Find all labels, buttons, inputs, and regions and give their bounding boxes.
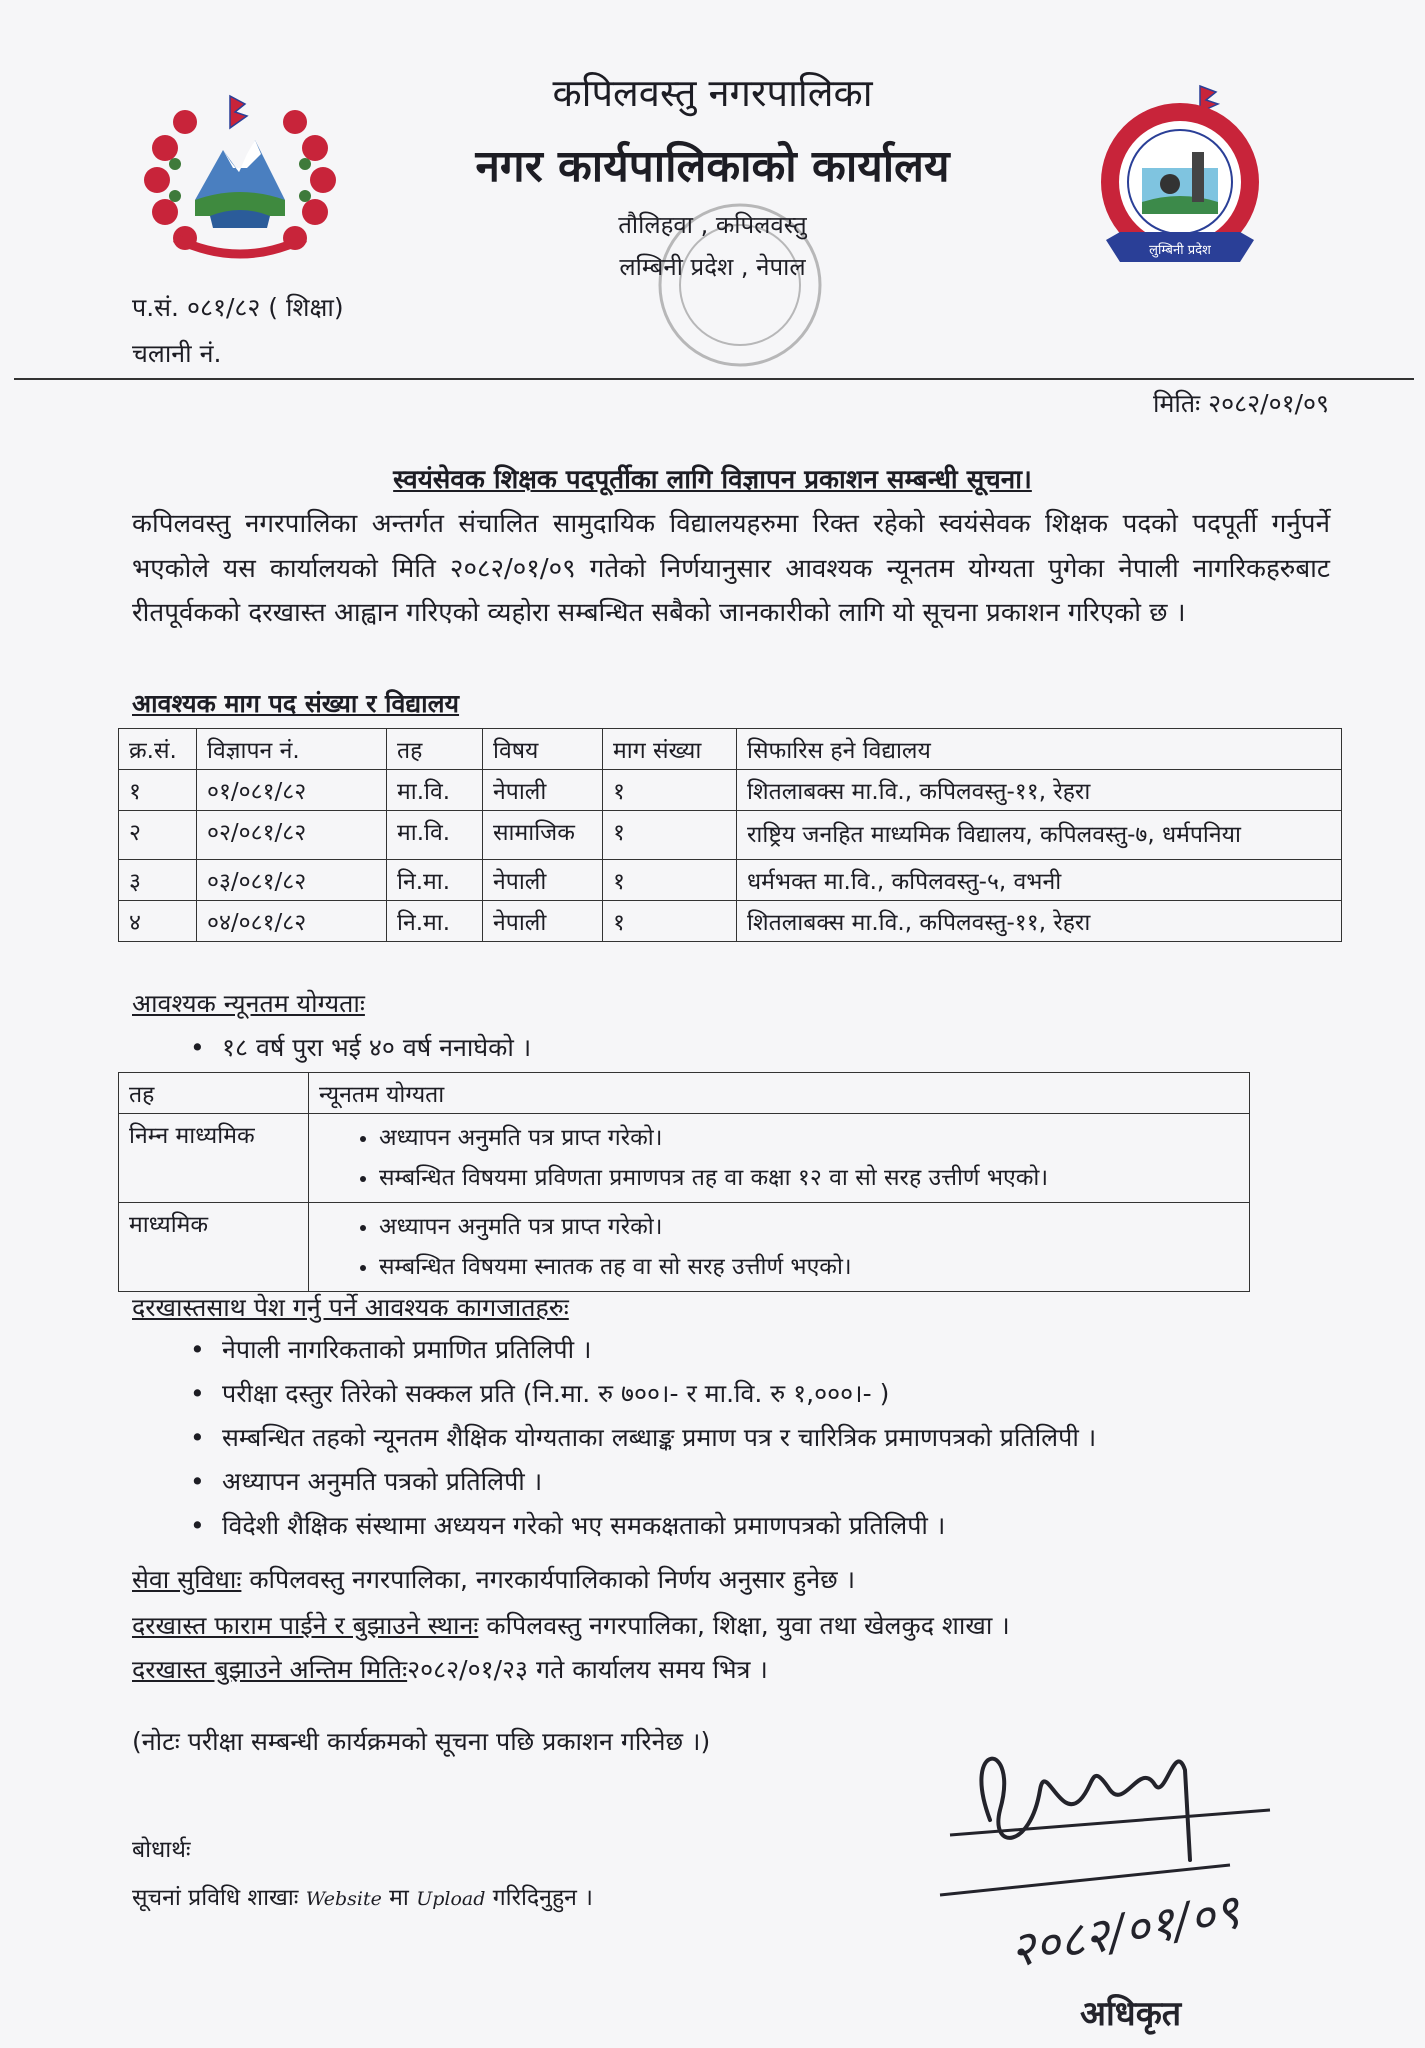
it-website: Website [305, 1888, 382, 1910]
table-row [119, 1203, 1250, 1292]
cell-demand: १ [603, 901, 737, 942]
col-level: तह [387, 729, 483, 770]
service-label: सेवा सुविधाः [132, 1565, 242, 1594]
qualification-heading: आवश्यक न्यूनतम योग्यताः [132, 989, 365, 1018]
notice-subject: स्वयंसेवक शिक्षक पदपूर्तीका लागि विज्ञापन प्रकाशन सम्बन्धी सूचना। [393, 465, 1032, 495]
table-row [119, 1114, 1250, 1203]
cell-school: शितलाबक्स मा.वि., कपिलवस्तु-११, रेहरा [737, 901, 1342, 942]
list-item: • अध्यापन अनुमति पत्र प्राप्त गरेको। [379, 1207, 1239, 1247]
signature-title: अधिकृत [1080, 1994, 1182, 2034]
service-line [132, 1562, 855, 1596]
age-requirement [190, 1026, 531, 1070]
col-level: तह [119, 1073, 309, 1114]
list-item: • सम्बन्धित विषयमा प्रविणता प्रमाणपत्र तह वा कक्षा १२ वा सो सरह उत्तीर्ण भएको। [379, 1158, 1239, 1198]
notice-date: मितिः २०८२/०१/०९ [1153, 389, 1329, 418]
office-name: नगर कार्यपालिकाको कार्यालय [475, 141, 950, 192]
cell-sn: ३ [119, 860, 197, 901]
place-text: कपिलवस्तु नगरपालिका, शिक्षा, युवा तथा खेलकुद शाखा । [478, 1611, 1010, 1640]
place-label: दरखास्त फाराम पाईने र बुझाउने स्थानः [132, 1611, 479, 1640]
cell-sn: ४ [119, 901, 197, 942]
col-demand: माग संख्या [603, 729, 737, 770]
deadline-text: २०८२/०१/२३ गते कार्यालय समय भित्र । [407, 1655, 768, 1684]
col-sn: क्र.सं. [119, 729, 197, 770]
col-subject: विषय [483, 729, 603, 770]
cell-subject: नेपाली [483, 901, 603, 942]
col-ad-no: विज्ञापन नं. [197, 729, 387, 770]
table-row [119, 901, 1342, 942]
it-section-line [132, 1880, 593, 1912]
cell-level: नि.मा. [387, 860, 483, 901]
cell-school: शितलाबक्स मा.वि., कपिलवस्तु-११, रेहरा [737, 770, 1342, 811]
cell-level: मा.वि. [387, 811, 483, 860]
list-item: • परीक्षा दस्तुर तिरेको सक्कल प्रति (नि.मा. रु ७००।- र मा.वि. रु १,०००।- ) [190, 1372, 1096, 1416]
cell-demand: १ [603, 860, 737, 901]
it-upload: Upload [416, 1888, 486, 1910]
cell-ad-no: ०२/०८१/८२ [197, 811, 387, 860]
table-row [119, 811, 1342, 860]
address-line-1: तौलिहवा , कपिलवस्तु [618, 211, 807, 239]
list-item: • अध्यापन अनुमति पत्र प्राप्त गरेको। [379, 1118, 1239, 1158]
cell-school: राष्ट्रिय जनहित माध्यमिक विद्यालय, कपिलवस्तु-७, धर्मपनिया [737, 811, 1342, 860]
table-header-row [119, 729, 1342, 770]
col-school: सिफारिस हने विद्यालय [737, 729, 1342, 770]
cell-demand: १ [603, 770, 737, 811]
list-item: • सम्बन्धित तहको न्यूनतम शैक्षिक योग्यताका लब्धाङ्क प्रमाण पत्र र चारित्रिक प्रमाणपत्रको प्रतिलिपी । [190, 1416, 1096, 1460]
cell-level: नि.मा. [387, 901, 483, 942]
note-text: (नोटः परीक्षा सम्बन्धी कार्यक्रमको सूचना पछि प्रकाशन गरिनेछ ।) [132, 1727, 711, 1756]
cell-subject: नेपाली [483, 860, 603, 901]
reference-number: प.सं. ०८१/८२ ( शिक्षा) [132, 293, 344, 322]
table-header-row [119, 1073, 1250, 1114]
cell-qualification [309, 1114, 1250, 1203]
address-line-2: लम्बिनी प्रदेश , नेपाल [619, 253, 806, 281]
bodharth-label: बोधार्थः [132, 1837, 191, 1863]
it-suffix: गरिदिनुहुन । [485, 1885, 593, 1911]
cell-sn: २ [119, 811, 197, 860]
cell-ad-no: ०३/०८१/८२ [197, 860, 387, 901]
table-row [119, 770, 1342, 811]
cell-qualification [309, 1203, 1250, 1292]
list-item: • नेपाली नागरिकताको प्रमाणित प्रतिलिपी । [190, 1328, 1096, 1372]
deadline-line [132, 1652, 768, 1686]
signature-icon [930, 1700, 1290, 2040]
documents-heading: दरखास्तसाथ पेश गर्नु पर्ने आवश्यक कागजातहरुः [132, 1293, 569, 1322]
list-item: • सम्बन्धित विषयमा स्नातक तह वा सो सरह उत्तीर्ण भएको। [379, 1247, 1239, 1287]
dispatch-number: चलानी नं. [132, 339, 222, 368]
it-prefix: सूचनां प्रविधि शाखाः [132, 1885, 306, 1911]
place-line [132, 1608, 1010, 1642]
municipality-name: कपिलवस्तु नगरपालिका [552, 71, 873, 115]
cell-subject: सामाजिक [483, 811, 603, 860]
logo-ribbon-text: लुम्बिनी प्रदेश [1149, 243, 1211, 258]
cell-level: निम्न माध्यमिक [119, 1114, 309, 1203]
list-item: • अध्यापन अनुमति पत्रको प्रतिलिपी । [190, 1460, 1096, 1504]
cell-level: माध्यमिक [119, 1203, 309, 1292]
vacancy-table [118, 728, 1342, 942]
col-min-qualification: न्यूनतम योग्यता [309, 1073, 1250, 1114]
service-text: कपिलवस्तु नगरपालिका, नगरकार्यपालिकाको निर्णय अनुसार हुनेछ । [241, 1565, 856, 1594]
it-ma: मा [381, 1885, 417, 1911]
cell-sn: १ [119, 770, 197, 811]
cell-level: मा.वि. [387, 770, 483, 811]
vacancy-heading: आवश्यक माग पद संख्या र विद्यालय [132, 689, 460, 718]
list-item: • विदेशी शैक्षिक संस्थामा अध्ययन गरेको भए समकक्षताको प्रमाणपत्रको प्रतिलिपी । [190, 1504, 1096, 1548]
list-item: • १८ वर्ष पुरा भई ४० वर्ष ननाघेको । [190, 1026, 531, 1070]
cell-ad-no: ०४/०८१/८२ [197, 901, 387, 942]
documents-list [190, 1328, 1096, 1548]
cell-school: धर्मभक्त मा.वि., कपिलवस्तु-५, वभनी [737, 860, 1342, 901]
cell-ad-no: ०१/०८१/८२ [197, 770, 387, 811]
qualification-table [118, 1072, 1250, 1292]
notice-body: कपिलवस्तु नगरपालिका अन्तर्गत संचालित सामुदायिक विद्यालयहरुमा रिक्त रहेको स्वयंसेवक शिक्षक पदको पदपूर्ती गर्नुपर्ने भएकोले यस कार्यालयको मिति २०८२/०१/०९ गतेको निर्णयानुसार आवश्यक न्यूनतम योग्यता पुगेका नेपाली नागरिकहरुबाट रीतपूर्वकको दरखास्त आह्वान गरिएको व्यहोरा सम्बन्धित सबैको जानकारीको लागि यो सूचना प्रकाशन गरिएको छ । [132, 509, 1330, 628]
cell-subject: नेपाली [483, 770, 603, 811]
cell-demand: १ [603, 811, 737, 860]
deadline-label: दरखास्त बुझाउने अन्तिम मितिः [132, 1655, 408, 1684]
header-divider [14, 378, 1414, 380]
table-row [119, 860, 1342, 901]
signature-date: २०८२/०१/०९ [1005, 1883, 1244, 1980]
